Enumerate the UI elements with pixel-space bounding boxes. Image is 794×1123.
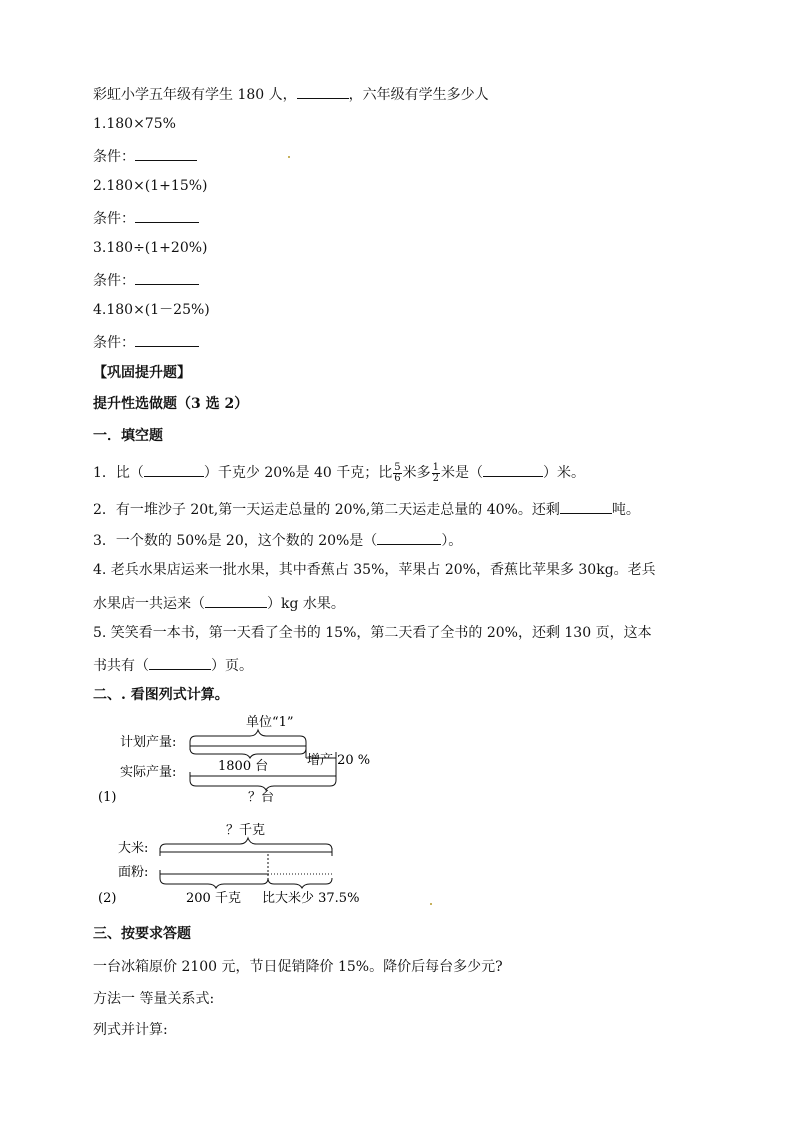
q4-blank[interactable] [205, 593, 267, 608]
fraction-denominator: 6 [394, 472, 401, 484]
q1-text-c: 米多 [402, 465, 431, 481]
q3-text-a: 3．一个数的 50%是 20，这个数的 20%是（ [93, 533, 378, 549]
fig2-compare-label: 比大米少 37.5% [262, 891, 360, 906]
part3-question: 一台冰箱原价 2100 元，节日促销降价 15%。降价后每台多少元? [93, 959, 503, 975]
part2-title: 二、. 看图列式计算。 [93, 687, 229, 703]
fig1-plan-label: 计划产量: [120, 735, 177, 750]
condition-blank[interactable] [135, 146, 197, 161]
part3-calc: 列式并计算: [93, 1022, 168, 1038]
fig1-actual-label: 实际产量: [120, 765, 177, 780]
fig2-question-label: ？千克 [226, 823, 266, 838]
q1-blank-2[interactable] [483, 462, 543, 477]
question-4-line-1: 4. 老兵水果店运来一批水果，其中香蕉占 35%，苹果占 20%，香蕉比苹果多 30kg。老兵 [93, 562, 656, 578]
option-3-condition [93, 270, 199, 290]
fig1-increase-label: 增产 20 % [307, 753, 371, 768]
fig1-top-brace [190, 730, 306, 742]
q3-text-b: ）。 [441, 533, 463, 549]
fig1-value-brace [190, 748, 306, 758]
part1-title: 一．填空题 [93, 428, 163, 444]
fig2-flour-brace [160, 878, 268, 888]
q2-blank[interactable] [560, 499, 612, 514]
q1-blank-1[interactable] [144, 462, 204, 477]
q4-text-a: 水果店一共运来（ [93, 596, 205, 612]
intro-question [93, 84, 489, 104]
fraction-denominator: 2 [432, 472, 439, 484]
option-4-condition [93, 332, 199, 352]
option-3-expr: 3.180÷(1+20%) [93, 240, 208, 256]
fig2-number-label: (2) [98, 891, 117, 906]
option-2-expr: 2.180×(1+15%) [93, 178, 208, 194]
fig2-flour-label: 面粉: [118, 865, 149, 880]
fig2-rice-label: 大米: [118, 841, 149, 856]
q2-text-b: 吨。 [611, 502, 640, 518]
option-1-condition [93, 146, 197, 166]
section-optional: 提升性选做题（3 选 2） [93, 396, 249, 412]
condition-label: 条件： [93, 211, 135, 227]
intro-blank[interactable] [297, 84, 349, 99]
condition-blank[interactable] [135, 332, 199, 347]
stray-dot [430, 903, 432, 905]
figure-1-line-diagram [90, 712, 390, 804]
part3-title: 三、按要求答题 [93, 926, 191, 942]
fraction-numerator: 1 [432, 461, 439, 473]
question-5-line-1: 5. 笑笑看一本书，第一天看了全书的 15%，第二天看了全书的 20%，还剩 130 页，这本 [93, 625, 652, 641]
fig1-number-label: (1) [98, 790, 117, 804]
fig2-top-brace [160, 838, 332, 850]
fraction-one-half [432, 463, 440, 484]
condition-label: 条件： [93, 273, 135, 289]
q1-text-e: ）米。 [542, 465, 585, 481]
q3-blank[interactable] [377, 530, 441, 545]
condition-label: 条件： [93, 149, 135, 165]
section-consolidate: 【巩固提升题】 [93, 365, 191, 381]
fig1-question-label: ？台 [248, 790, 275, 804]
fig1-value-label: 1800 台 [218, 759, 269, 774]
figure-2-line-diagram [90, 818, 390, 908]
condition-blank[interactable] [135, 208, 199, 223]
condition-label: 条件： [93, 335, 135, 351]
question-1 [93, 462, 585, 484]
q5-text-a: 书共有（ [93, 658, 149, 674]
q5-text-b: ）页。 [211, 658, 253, 674]
question-5-line-2 [93, 655, 253, 675]
fig1-unit-label: 单位“1” [246, 715, 294, 730]
q5-blank[interactable] [149, 655, 211, 670]
q2-text-a: 2．有一堆沙子 20t,第一天运走总量的 20%,第二天运走总量的 40%。还剩 [93, 502, 560, 518]
q1-text-b: ）千克少 20%是 40 千克；比 [203, 465, 393, 481]
option-4-expr: 4.180×(1－25%) [93, 302, 210, 318]
stray-dot [288, 156, 290, 158]
question-4-line-2 [93, 593, 345, 613]
condition-blank[interactable] [135, 270, 199, 285]
question-2 [93, 499, 640, 519]
intro-after: ，六年级有学生多少人 [348, 87, 489, 103]
q1-text-a: 1．比（ [93, 465, 144, 481]
fig2-diff-brace [268, 878, 332, 888]
intro-before: 彩虹小学五年级有学生 180 人， [93, 87, 297, 103]
question-3 [93, 530, 462, 550]
q1-text-d: 米是（ [440, 465, 483, 481]
fig2-value-label: 200 千克 [186, 891, 241, 906]
q4-text-b: ）kg 水果。 [267, 596, 345, 612]
fraction-five-sixths [393, 463, 401, 484]
option-2-condition [93, 208, 199, 228]
fig1-bottom-brace [190, 780, 336, 790]
fraction-numerator: 5 [394, 461, 401, 473]
option-1-expr: 1.180×75% [93, 116, 176, 132]
part3-method: 方法一 等量关系式: [93, 991, 215, 1007]
